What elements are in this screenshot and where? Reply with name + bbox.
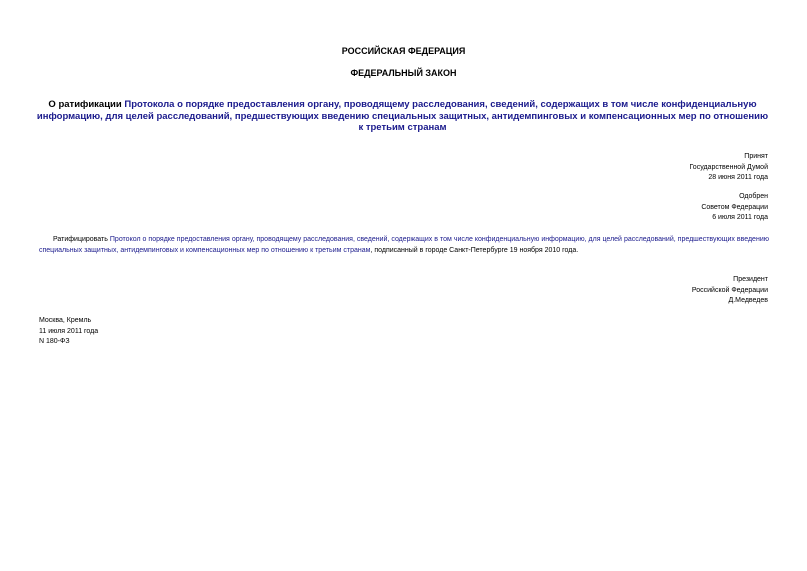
approved-date: 6 июля 2011 года — [712, 214, 768, 221]
approved-label: Одобрен — [739, 193, 768, 200]
signing-date: 11 июля 2011 года — [39, 327, 99, 335]
law-number: N 180-ФЗ — [39, 338, 70, 345]
law-type-header: ФЕДЕРАЛЬНЫЙ ЗАКОН — [350, 68, 457, 78]
adopted-body: Государственной Думой — [689, 163, 768, 171]
adopted-date: 28 июня 2011 года — [708, 174, 768, 181]
signature-country: Российской Федерации — [691, 286, 768, 294]
law-title-prefix: О ратификации — [48, 99, 125, 110]
country-header: РОССИЙСКАЯ ФЕДЕРАЦИЯ — [341, 46, 466, 56]
protocol-title-link[interactable]: Протокола о порядке предоставления органу, проводящему расследования, сведений, содержащих в том числе конфиденциальную информацию, для целей расследований, предшествующих введению специальных защитных, антидемпинговых и компенсационных мер по отношению к третьим странам — [36, 99, 769, 133]
signing-place: Москва, Кремль — [39, 317, 92, 324]
law-title — [36, 99, 769, 134]
signature-name: Д.Медведев — [728, 297, 768, 304]
ratification-suffix: , подписанный в городе Санкт-Петербурге 19 ноября 2010 года. — [370, 246, 579, 254]
approved-body: Советом Федерации — [701, 203, 768, 211]
adopted-block — [689, 152, 768, 184]
adopted-label: Принят — [744, 153, 768, 160]
signature-title: Президент — [733, 276, 768, 283]
signing-details — [39, 316, 98, 348]
signature-block — [692, 275, 768, 307]
protocol-body-link[interactable]: Протокол о порядке предоставления органу, проводящему расследования, сведений, содержащих в том числе конфиденциальную информацию, для целей расследований, предшествующих введению специальных защитных, антидемпинговых и компенсационных мер по отношению к третьим странам — [39, 236, 769, 254]
ratification-prefix: Ратифицировать — [53, 236, 110, 243]
approved-block — [701, 192, 768, 224]
ratification-paragraph — [39, 235, 769, 256]
